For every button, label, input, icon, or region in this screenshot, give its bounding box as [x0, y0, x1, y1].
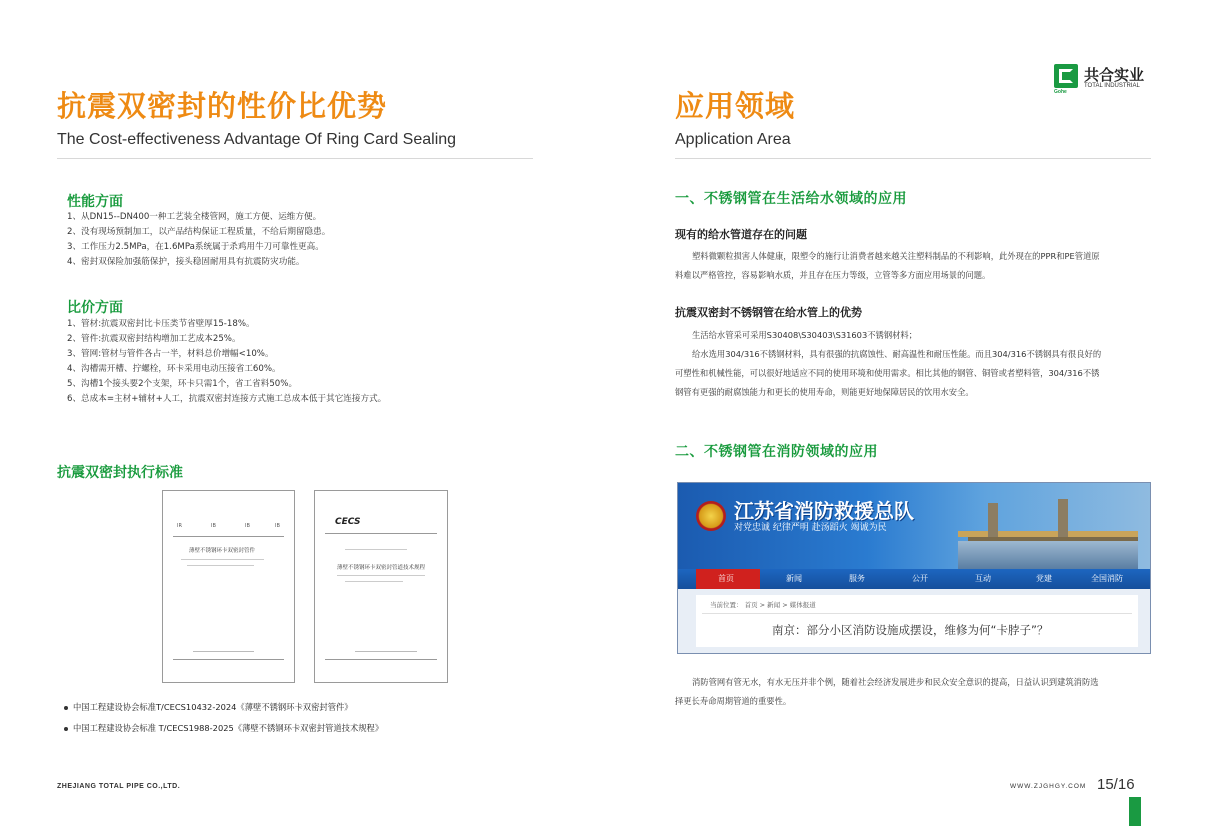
nav-item-public[interactable]: 公开 [912, 574, 928, 583]
section1-heading: 一、不锈钢管在生活给水领域的应用 [675, 191, 907, 207]
nav-item-party[interactable]: 党建 [1036, 574, 1052, 583]
list-item: 中国工程建设协会标准T/CECS10432-2024《薄壁不锈钢环卡双密封管件》 [64, 697, 383, 718]
performance-heading: 性能方面 [67, 194, 123, 210]
list-item: 5、沟槽1个接头要2个支架，环卡只需1个，省工省料50%。 [67, 379, 298, 389]
list-item: 2、管件:抗震双密封结构增加工艺成本25%。 [67, 334, 241, 344]
performance-list [67, 210, 330, 270]
brand-mark-icon [1054, 64, 1078, 88]
left-page-title: 抗震双密封的性价比优势 [57, 89, 388, 123]
standards-list [64, 697, 383, 739]
list-item: 3、工作压力2.5MPa，在1.6MPa系统属于杀鸡用牛刀可靠性更高。 [67, 242, 324, 252]
cecs-logo: CECS [335, 517, 361, 527]
breadcrumb: 当前位置： 首页 > 新闻 > 媒体报道 [710, 601, 816, 609]
nav-item-service[interactable]: 服务 [849, 574, 865, 583]
standards-heading: 抗震双密封执行标准 [57, 465, 183, 481]
list-item: 4、沟槽需开槽、拧螺栓，环卡采用电动压接省工60%。 [67, 364, 281, 374]
brand-name-en: TOTAL INDUSTRIAL [1084, 83, 1140, 89]
website-url: WWW.ZJGHGY.COM [1010, 783, 1087, 790]
nav-item-news[interactable]: 新闻 [786, 574, 802, 583]
list-item: 2、没有现场预制加工，以产品结构保证工程质量，不给后期留隐患。 [67, 227, 331, 237]
list-item: 6、总成本=主材+辅材+人工，抗震双密封连接方式施工总成本低于其它连接方式。 [67, 394, 387, 404]
section1-sub1-text: 塑料微颗粒损害人体健康，限塑令的施行让消费者越来越关注塑料制品的不利影响，此外现在的PPR和PE管道原 料难以严格管控，容易影响水质，并且存在压力等级，立管等多方面应用场景的问题。 [675, 251, 1100, 280]
website-nav [678, 569, 1150, 589]
document-title: 薄壁不锈钢环卡双密封管道技术规程 [337, 565, 426, 571]
article-headline[interactable]: 南京：部分小区消防设施成摆设，维修为何“卡脖子”？ [772, 623, 1049, 637]
left-divider [57, 158, 533, 159]
nav-item-home[interactable]: 首页 [718, 574, 734, 583]
company-footer: ZHEJIANG TOTAL PIPE CO.,LTD. [57, 783, 181, 790]
section1-sub2-text: 生活给水管采可采用S30408\S30403\S31603不锈钢材料； 给水选用304/316不锈钢材料，具有很强的抗腐蚀性、耐高温性和耐压性能。而且304/316不锈钢具有很良好的 可塑性和机械性能，可以很好地适应不同的使用环境和使用需求。相比其他的钢管、铜管或者塑料管，304/316不锈 钢管有更强的耐腐蚀能力和更长的使用寿命，则能更好地保障居民的饮用水安全。 [675, 330, 1102, 397]
fire-rescue-emblem-icon [696, 501, 726, 531]
section2-heading: 二、不锈钢管在消防领域的应用 [675, 444, 878, 460]
nav-item-interact[interactable]: 互动 [975, 574, 991, 583]
standard-document-2 [314, 490, 448, 683]
article-panel [696, 595, 1138, 647]
organization-slogan: 对党忠诚 纪律严明 赴汤蹈火 竭诚为民 [734, 523, 887, 533]
list-item: 1、管材:抗震双密封比卡压类节省壁厚15-18%。 [67, 319, 255, 329]
section1-sub1-heading: 现有的给水管道存在的问题 [675, 228, 807, 241]
cost-list [67, 317, 386, 407]
organization-name: 江苏省消防救援总队 [734, 499, 914, 523]
section2-text: 消防管网有管无水，有水无压并非个例，随着社会经济发展进步和民众安全意识的提高，日益认识到建筑消防选 择更长寿命周期管道的重要性。 [675, 677, 1099, 706]
standard-document-1: IR IB IB IB 薄壁不锈钢环卡双密封管件 [162, 490, 295, 683]
page-number: 15/16 [1097, 776, 1135, 793]
bullet-icon [64, 727, 68, 731]
brand-name: 共合实业 [1084, 66, 1145, 84]
bridge-image [958, 491, 1138, 569]
left-page-subtitle: The Cost-effectiveness Advantage Of Ring Card Sealing [57, 131, 457, 148]
list-item: 4、密封双保险加强筋保护，接头稳固耐用具有抗震防灾功能。 [67, 257, 305, 267]
list-item: 中国工程建设协会标准 T/CECS1988-2025《薄壁不锈钢环卡双密封管道技术规程》 [64, 718, 383, 739]
section1-sub2-heading: 抗震双密封不锈钢管在给水管上的优势 [675, 306, 862, 319]
right-divider [675, 158, 1151, 159]
document-title: 薄壁不锈钢环卡双密封管件 [189, 548, 256, 554]
right-page-subtitle: Application Area [675, 131, 791, 148]
page-marker-bar [1129, 797, 1141, 826]
bullet-icon [64, 706, 68, 710]
list-item: 3、管网:管材与管件各占一半，材料总价增幅<10%。 [67, 349, 274, 359]
cost-heading: 比价方面 [67, 300, 123, 316]
list-item: 1、从DN15--DN400一种工艺装全楼管网，施工方便、运维方便。 [67, 212, 322, 222]
fire-rescue-website-screenshot [677, 482, 1151, 654]
nav-item-national[interactable]: 全国消防 [1091, 574, 1123, 583]
right-page-title: 应用领域 [675, 89, 796, 123]
brand-logo: Gohe 共合实业 TOTAL INDUSTRIAL [1054, 66, 1145, 95]
